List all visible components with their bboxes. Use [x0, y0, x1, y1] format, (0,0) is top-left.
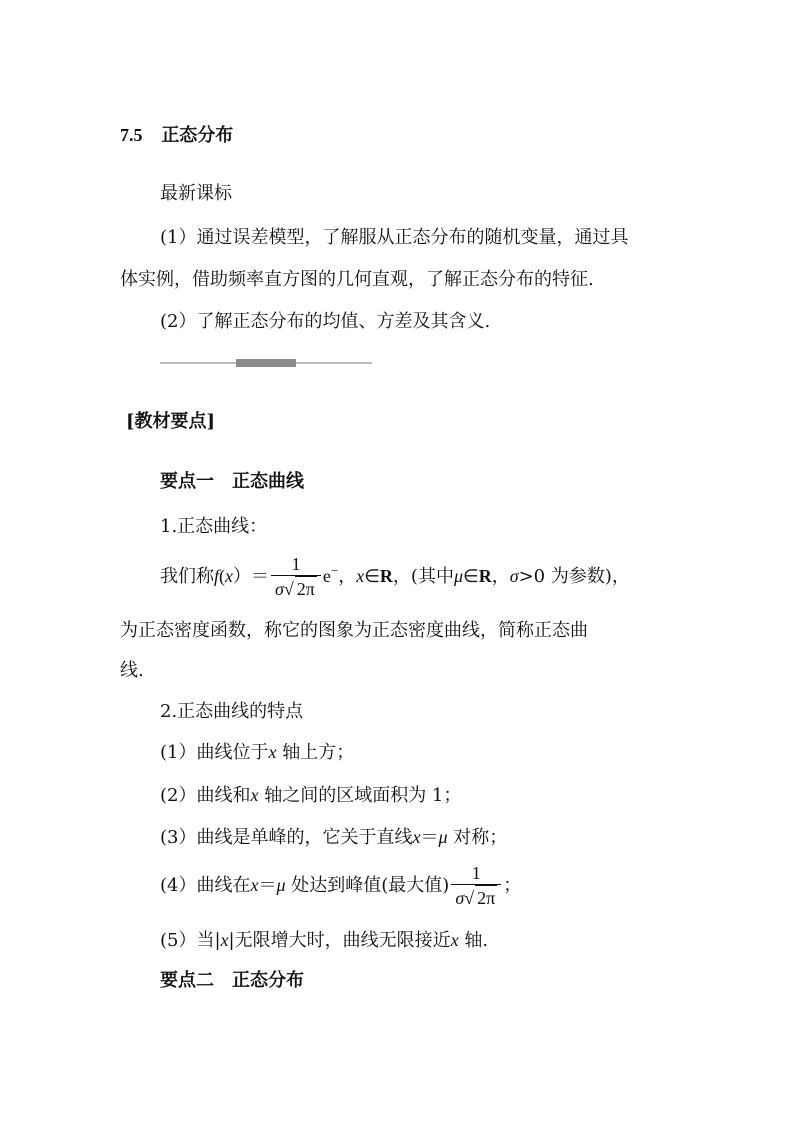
curriculum-item-1-line-2: 体实例，借助频率直方图的几何直观，了解正态分布的特征. [120, 269, 594, 290]
feature-2-tail: 轴之间的区域面积为 1； [258, 785, 462, 806]
curriculum-heading: 最新课标 [160, 183, 232, 204]
peak-fraction-numerator: 1 [471, 863, 481, 883]
curriculum-item-1-line-1: (1）通过误差模型，了解服从正态分布的随机变量，通过具 [160, 227, 629, 248]
point-1-sub-1: 1.正态曲线： [160, 516, 268, 537]
definition-mu: μ [453, 566, 463, 586]
density-definition-line-3: 线. [120, 660, 144, 681]
element-of-1: ∈ [364, 566, 380, 586]
denominator-sqrt: 2π [295, 576, 317, 601]
fraction-numerator: 1 [291, 554, 301, 574]
feature-4-text: (4）曲线在 [160, 875, 251, 896]
peak-denominator-sqrt: 2π [475, 885, 497, 910]
density-definition-line-2: 为正态密度函数，称它的图象为正态密度曲线，简称正态曲 [120, 620, 588, 641]
denominator-sigma: σ [275, 579, 284, 599]
function-f: f [214, 566, 220, 586]
feature-5-x: x [220, 930, 229, 950]
feature-5-x2: x [450, 930, 459, 950]
function-open-paren: ( [219, 566, 226, 586]
feature-2-x: x [250, 785, 259, 805]
feature-5 [160, 928, 488, 953]
exponential-superscript: − [330, 563, 339, 578]
feature-3-mu: μ [438, 827, 448, 847]
real-set-2: R [478, 566, 492, 586]
peak-denominator-sigma: σ [455, 888, 465, 908]
feature-2 [160, 783, 461, 808]
feature-4-tail: ； [503, 875, 522, 896]
feature-4-mu: μ [276, 875, 286, 895]
definition-prefix: 我们称 [160, 566, 214, 587]
section-title: 正态分布 [161, 125, 234, 146]
point-1-heading: 要点一 正态曲线 [160, 471, 304, 492]
textbook-points-heading: [教材要点] [126, 411, 216, 432]
definition-sigma: σ [509, 566, 519, 586]
definition-comma-1: ， [338, 566, 357, 587]
peak-fraction [451, 862, 501, 910]
feature-3-tail: 对称； [447, 827, 508, 848]
feature-5-tail: 轴. [458, 930, 489, 951]
density-fraction [271, 553, 321, 601]
point-2-heading: 要点二 正态分布 [160, 970, 304, 991]
element-of-2: ∈ [463, 566, 479, 586]
feature-3-text: (3）曲线是单峰的，它关于直线 [160, 827, 413, 848]
feature-4-equals: ＝ [258, 875, 277, 896]
feature-3 [160, 825, 507, 850]
function-x: x [225, 566, 234, 586]
feature-5-text: (5）当| [160, 930, 221, 951]
feature-1-text: (1）曲线位于 [160, 742, 269, 763]
exponential-e: e [322, 566, 331, 586]
function-equals: ）＝ [233, 566, 270, 587]
feature-3-equals: ＝ [420, 827, 439, 848]
feature-4-mid: 处达到峰值(最大值) [285, 875, 450, 896]
real-set-1: R [379, 566, 393, 586]
density-definition-line-1 [160, 548, 630, 601]
curriculum-item-2: (2）了解正态分布的均值、方差及其含义. [160, 311, 491, 332]
section-number: 7.5 [120, 125, 143, 145]
peak-fraction-denominator: σ√ 2π [451, 885, 501, 910]
feature-5-mid: |无限增大时，曲线无限接近 [228, 930, 451, 951]
section-heading [120, 123, 233, 148]
fraction-denominator: σ√ 2π [271, 576, 321, 601]
feature-1 [160, 740, 354, 765]
definition-x: x [356, 566, 365, 586]
feature-3-x: x [412, 827, 421, 847]
divider-badge [236, 359, 296, 367]
feature-1-tail: 轴上方； [276, 742, 355, 763]
point-1-sub-2: 2.正态曲线的特点 [160, 701, 304, 722]
feature-1-x: x [268, 742, 277, 762]
feature-4 [160, 862, 521, 910]
definition-paren-text: ，(其中 [392, 566, 454, 587]
definition-tail: >0 为参数)， [518, 566, 630, 587]
feature-4-x: x [250, 875, 259, 895]
feature-2-text: (2）曲线和 [160, 785, 251, 806]
definition-comma-2: ， [491, 566, 510, 587]
